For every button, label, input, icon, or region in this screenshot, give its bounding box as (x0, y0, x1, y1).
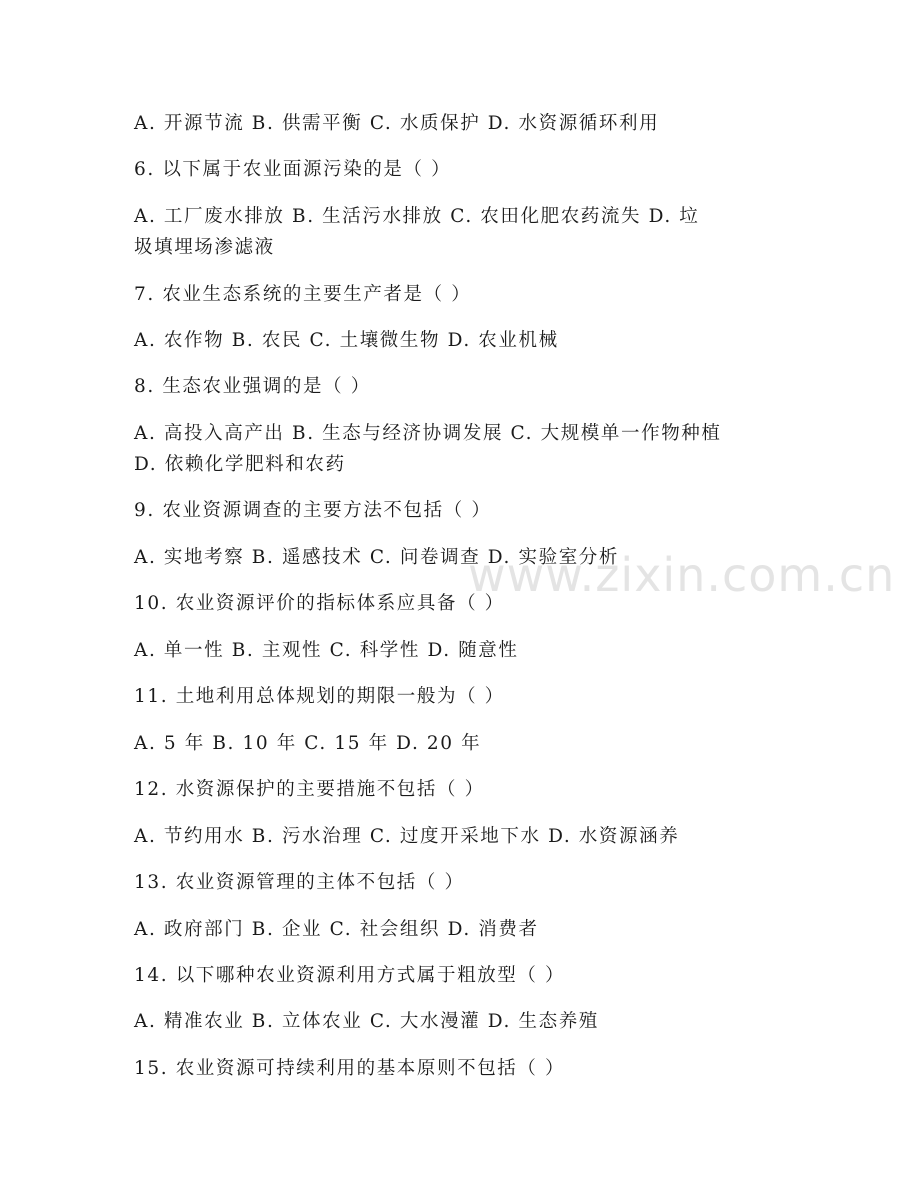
q14-question: 14. 以下哪种农业资源利用方式属于粗放型（ ） (134, 965, 566, 986)
q12-options: A. 节约用水 B. 污水治理 C. 过度开采地下水 D. 水资源涵养 (134, 826, 680, 847)
q11-question: 11. 土地利用总体规划的期限一般为（ ） (134, 686, 505, 707)
q8-options-line1: A. 高投入高产出 B. 生态与经济协调发展 C. 大规模单一作物种植 (134, 423, 722, 444)
q9-question: 9. 农业资源调查的主要方法不包括（ ） (134, 500, 492, 521)
q8-question: 8. 生态农业强调的是（ ） (134, 376, 371, 397)
q6-options-line1: A. 工厂废水排放 B. 生活污水排放 C. 农田化肥农药流失 D. 垃 (134, 206, 700, 227)
q11-options: A. 5 年 B. 10 年 C. 15 年 D. 20 年 (134, 733, 482, 754)
q9-options: A. 实地考察 B. 遥感技术 C. 问卷调查 D. 实验室分析 (134, 547, 620, 568)
q12-question: 12. 水资源保护的主要措施不包括（ ） (134, 779, 485, 800)
q6-question: 6. 以下属于农业面源污染的是（ ） (134, 159, 452, 180)
q14-options: A. 精准农业 B. 立体农业 C. 大水漫灌 D. 生态养殖 (134, 1011, 599, 1032)
q7-question: 7. 农业生态系统的主要生产者是（ ） (134, 284, 472, 305)
q13-question: 13. 农业资源管理的主体不包括（ ） (134, 872, 465, 893)
q6-options-line2: 圾填埋场渗滤液 (134, 237, 275, 258)
watermark: www.zixin.com.cn (468, 548, 896, 602)
q13-options: A. 政府部门 B. 企业 C. 社会组织 D. 消费者 (134, 919, 539, 940)
q10-options: A. 单一性 B. 主观性 C. 科学性 D. 随意性 (134, 640, 519, 661)
q10-question: 10. 农业资源评价的指标体系应具备（ ） (134, 593, 505, 614)
q7-options: A. 农作物 B. 农民 C. 土壤微生物 D. 农业机械 (134, 330, 559, 351)
q5-options: A. 开源节流 B. 供需平衡 C. 水质保护 D. 水资源循环利用 (134, 113, 660, 134)
q15-question: 15. 农业资源可持续利用的基本原则不包括（ ） (134, 1058, 566, 1079)
q8-options-line2: D. 依赖化学肥料和农药 (134, 454, 346, 475)
